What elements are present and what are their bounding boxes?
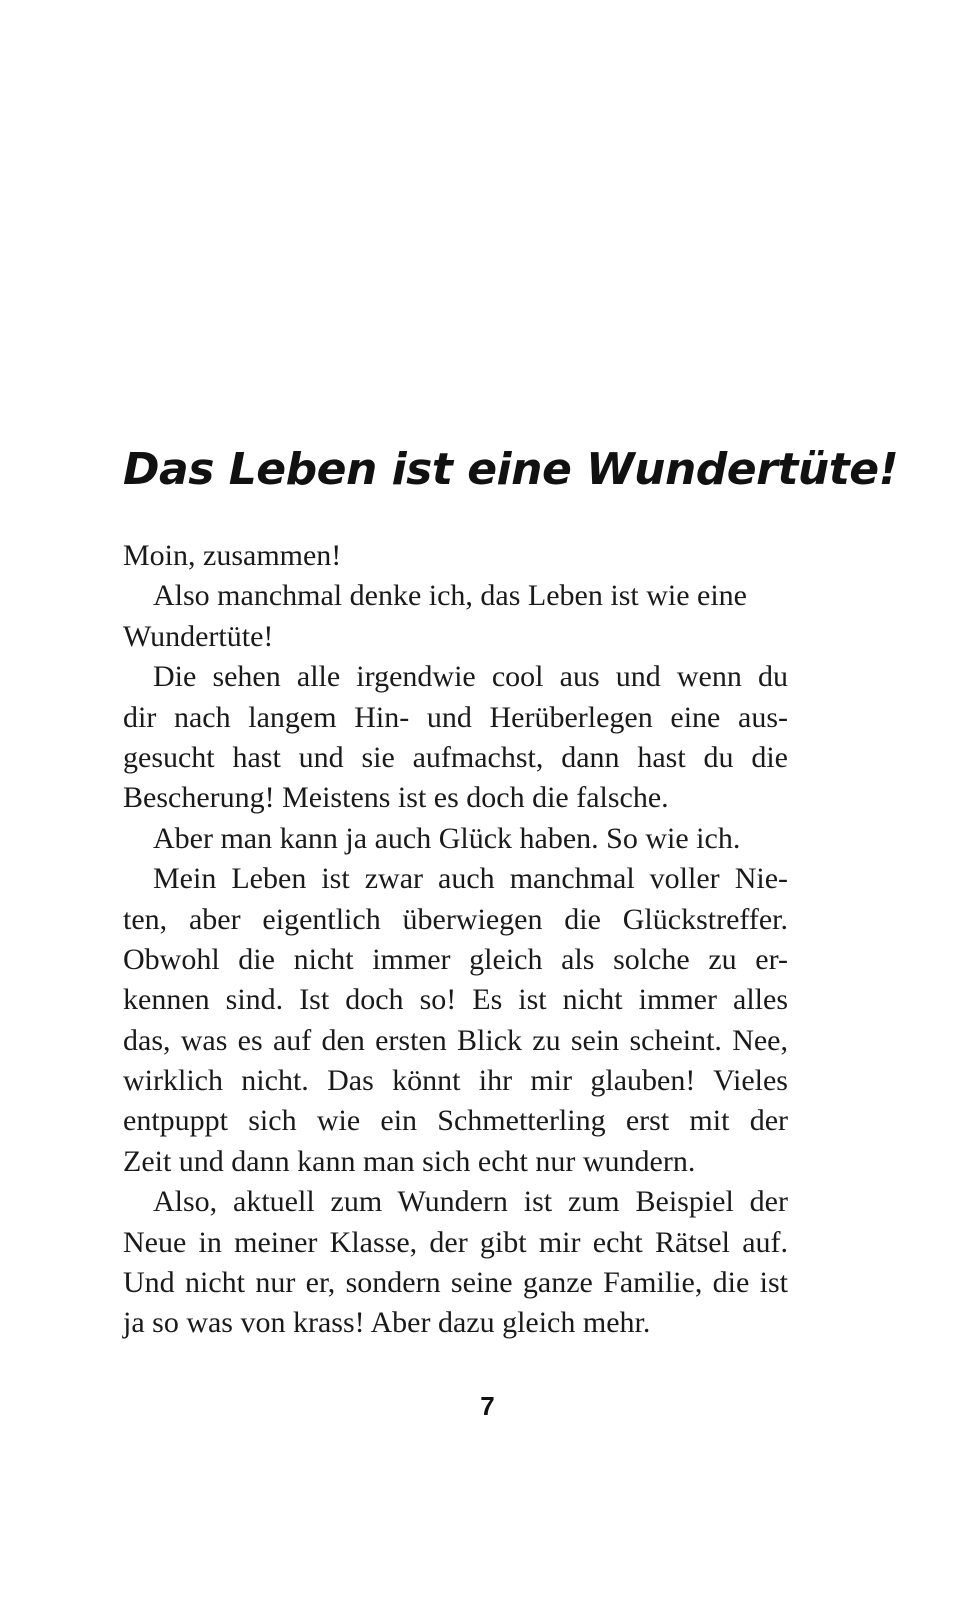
text-line: Wundertüte!: [123, 619, 274, 653]
text-line: Aber man kann ja auch Glück haben. So wie ich.: [153, 821, 741, 855]
text-line: Und nicht nur er, sondern seine ganze Familie, die ist: [123, 1266, 788, 1300]
text-line: Also manchmal denke ich, das Leben ist wie eine: [153, 579, 747, 613]
text-line: ja so was von krass! Aber dazu gleich mehr.: [123, 1306, 651, 1340]
text-line: wirklich nicht. Das könnt ihr mir glauben! Vieles: [123, 1064, 788, 1098]
text-line: kennen sind. Ist doch so! Es ist nicht immer alles: [123, 983, 788, 1017]
text-line: Moin, zusammen!: [123, 539, 342, 572]
page-number: 7: [480, 1391, 495, 1421]
text-line: Mein Leben ist zwar auch manchmal voller Nie-: [153, 862, 788, 896]
text-line: dir nach langem Hin- und Herüberlegen eine aus-: [123, 700, 788, 734]
chapter-title: Das Leben ist eine Wundertüte!: [123, 444, 899, 495]
text-line: Bescherung! Meistens ist es doch die falsche.: [123, 781, 669, 815]
body-text: [123, 536, 788, 1344]
text-line: Die sehen alle irgendwie cool aus und wenn du: [153, 660, 788, 694]
text-line: das, was es auf den ersten Blick zu sein scheint. Nee,: [123, 1023, 788, 1057]
text-line: Also, aktuell zum Wundern ist zum Beispiel der: [153, 1185, 788, 1219]
text-line: Obwohl die nicht immer gleich als solche zu er-: [123, 942, 788, 976]
text-line: gesucht hast und sie aufmachst, dann hast du die: [123, 740, 788, 774]
text-line: ten, aber eigentlich überwiegen die Glückstreffer.: [123, 902, 788, 936]
text-line: entpuppt sich wie ein Schmetterling erst mit der: [123, 1104, 788, 1138]
text-line: Neue in meiner Klasse, der gibt mir echt Rätsel auf.: [123, 1225, 788, 1259]
text-line: Zeit und dann kann man sich echt nur wundern.: [123, 1144, 696, 1178]
